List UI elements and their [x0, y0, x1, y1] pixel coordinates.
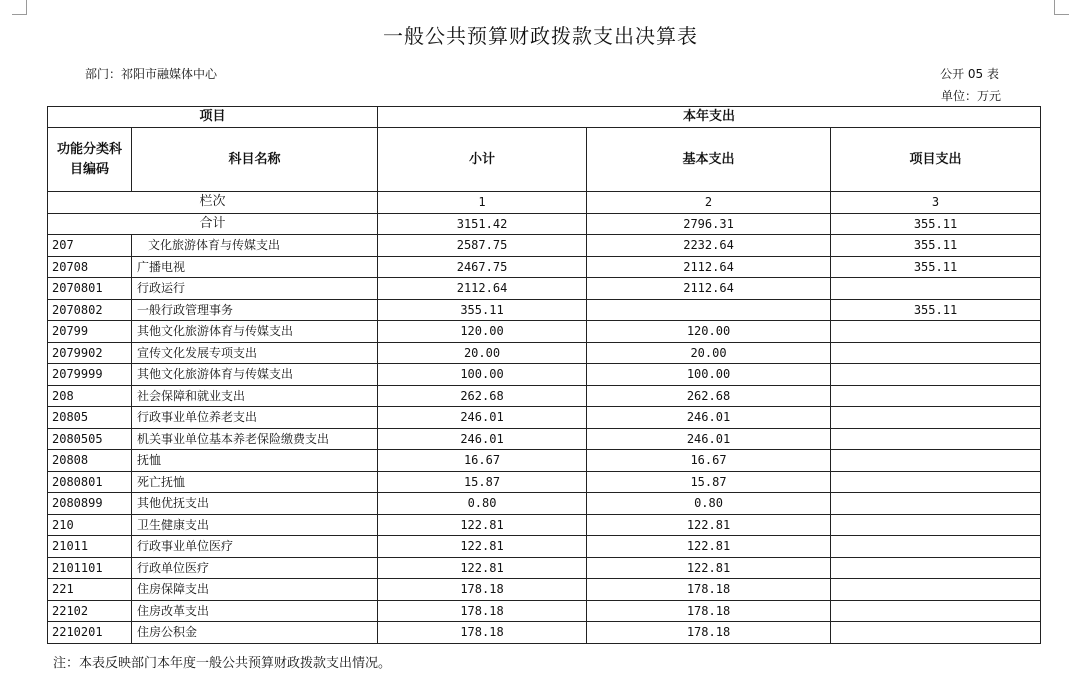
row-subtotal: 16.67	[378, 450, 587, 472]
table-row	[48, 514, 1041, 536]
row-program	[831, 278, 1041, 300]
row-program	[831, 364, 1041, 386]
column-index-row	[48, 192, 1041, 214]
row-basic: 178.18	[587, 622, 831, 644]
unit-label: 单位：万元	[940, 89, 1001, 103]
row-basic: 246.01	[587, 407, 831, 429]
table-row	[48, 622, 1041, 644]
table-row	[48, 299, 1041, 321]
table-row	[48, 342, 1041, 364]
table-row	[48, 471, 1041, 493]
table-row	[48, 235, 1041, 257]
table-row	[48, 579, 1041, 601]
row-subtotal: 178.18	[378, 579, 587, 601]
total-label: 合计	[48, 213, 378, 235]
table-row	[48, 600, 1041, 622]
row-code: 210	[48, 514, 132, 536]
column-index-1: 1	[378, 192, 587, 214]
row-name: 广播电视	[132, 256, 378, 278]
row-program	[831, 493, 1041, 515]
row-program	[831, 536, 1041, 558]
row-subtotal: 122.81	[378, 514, 587, 536]
table-row	[48, 278, 1041, 300]
row-subtotal: 15.87	[378, 471, 587, 493]
row-name: 住房公积金	[132, 622, 378, 644]
row-code: 22102	[48, 600, 132, 622]
column-index-label: 栏次	[48, 192, 378, 214]
row-basic: 178.18	[587, 600, 831, 622]
row-subtotal: 100.00	[378, 364, 587, 386]
total-row	[48, 213, 1041, 235]
row-subtotal: 20.00	[378, 342, 587, 364]
header-row-1	[48, 107, 1041, 128]
table-row	[48, 364, 1041, 386]
row-name: 住房保障支出	[132, 579, 378, 601]
header-code: 功能分类科目编码	[48, 128, 132, 192]
row-program: 355.11	[831, 235, 1041, 257]
row-code: 2210201	[48, 622, 132, 644]
row-basic	[587, 299, 831, 321]
table-row	[48, 557, 1041, 579]
row-program	[831, 407, 1041, 429]
row-code: 221	[48, 579, 132, 601]
table-row	[48, 493, 1041, 515]
row-name: 行政运行	[132, 278, 378, 300]
row-code: 2079902	[48, 342, 132, 364]
table-number: 公开 05 表	[940, 67, 999, 81]
row-program: 355.11	[831, 256, 1041, 278]
row-basic: 178.18	[587, 579, 831, 601]
row-name: 其他文化旅游体育与传媒支出	[132, 321, 378, 343]
row-subtotal: 2112.64	[378, 278, 587, 300]
row-subtotal: 122.81	[378, 557, 587, 579]
row-basic: 15.87	[587, 471, 831, 493]
row-subtotal: 178.18	[378, 622, 587, 644]
row-subtotal: 178.18	[378, 600, 587, 622]
page-title: 一般公共预算财政拨款支出决算表	[383, 24, 698, 48]
row-program: 355.11	[831, 299, 1041, 321]
row-basic: 20.00	[587, 342, 831, 364]
header-program: 项目支出	[831, 128, 1041, 192]
row-basic: 100.00	[587, 364, 831, 386]
row-program	[831, 385, 1041, 407]
row-subtotal: 0.80	[378, 493, 587, 515]
row-program	[831, 321, 1041, 343]
row-code: 2079999	[48, 364, 132, 386]
row-name: 一般行政管理事务	[132, 299, 378, 321]
row-name: 其他优抚支出	[132, 493, 378, 515]
row-name: 文化旅游体育与传媒支出	[132, 235, 378, 257]
row-name: 卫生健康支出	[132, 514, 378, 536]
row-basic: 2112.64	[587, 256, 831, 278]
row-program	[831, 622, 1041, 644]
row-name: 住房改革支出	[132, 600, 378, 622]
table-row	[48, 407, 1041, 429]
row-program	[831, 579, 1041, 601]
row-name: 死亡抚恤	[132, 471, 378, 493]
row-subtotal: 120.00	[378, 321, 587, 343]
row-program	[831, 514, 1041, 536]
row-basic: 2232.64	[587, 235, 831, 257]
table-row	[48, 321, 1041, 343]
row-name: 社会保障和就业支出	[132, 385, 378, 407]
row-code: 2070802	[48, 299, 132, 321]
column-index-3: 3	[831, 192, 1041, 214]
row-basic: 122.81	[587, 557, 831, 579]
total-basic: 2796.31	[587, 213, 831, 235]
row-name: 抚恤	[132, 450, 378, 472]
row-name: 行政单位医疗	[132, 557, 378, 579]
table-row	[48, 256, 1041, 278]
row-code: 208	[48, 385, 132, 407]
row-basic: 246.01	[587, 428, 831, 450]
header-name: 科目名称	[132, 128, 378, 192]
row-program	[831, 600, 1041, 622]
table-row	[48, 450, 1041, 472]
row-basic: 16.67	[587, 450, 831, 472]
row-basic: 0.80	[587, 493, 831, 515]
column-index-2: 2	[587, 192, 831, 214]
header-current-year: 本年支出	[378, 107, 1041, 128]
table-row	[48, 385, 1041, 407]
table-row	[48, 536, 1041, 558]
row-name: 其他文化旅游体育与传媒支出	[132, 364, 378, 386]
row-name: 机关事业单位基本养老保险缴费支出	[132, 428, 378, 450]
total-subtotal: 3151.42	[378, 213, 587, 235]
row-subtotal: 355.11	[378, 299, 587, 321]
row-code: 2070801	[48, 278, 132, 300]
row-code: 207	[48, 235, 132, 257]
expenditure-table	[47, 106, 1041, 644]
row-code: 20808	[48, 450, 132, 472]
row-code: 2101101	[48, 557, 132, 579]
row-program	[831, 557, 1041, 579]
header-row-2	[48, 128, 1041, 192]
row-code: 20708	[48, 256, 132, 278]
table-row	[48, 428, 1041, 450]
row-code: 20805	[48, 407, 132, 429]
page-corner-mark-left	[12, 0, 27, 15]
row-basic: 122.81	[587, 536, 831, 558]
row-subtotal: 262.68	[378, 385, 587, 407]
row-program	[831, 471, 1041, 493]
row-name: 宣传文化发展专项支出	[132, 342, 378, 364]
row-basic: 122.81	[587, 514, 831, 536]
row-subtotal: 2467.75	[378, 256, 587, 278]
row-code: 2080899	[48, 493, 132, 515]
row-name: 行政事业单位养老支出	[132, 407, 378, 429]
header-basic: 基本支出	[587, 128, 831, 192]
total-program: 355.11	[831, 213, 1041, 235]
row-code: 2080505	[48, 428, 132, 450]
row-program	[831, 450, 1041, 472]
department-label: 部门：祁阳市融媒体中心	[85, 67, 218, 81]
row-subtotal: 2587.75	[378, 235, 587, 257]
row-subtotal: 122.81	[378, 536, 587, 558]
row-code: 20799	[48, 321, 132, 343]
row-program	[831, 428, 1041, 450]
row-name: 行政事业单位医疗	[132, 536, 378, 558]
row-subtotal: 246.01	[378, 428, 587, 450]
footnote: 注：本表反映部门本年度一般公共预算财政拨款支出情况。	[53, 656, 392, 671]
row-basic: 2112.64	[587, 278, 831, 300]
row-code: 21011	[48, 536, 132, 558]
row-basic: 262.68	[587, 385, 831, 407]
row-subtotal: 246.01	[378, 407, 587, 429]
page-corner-mark-right	[1054, 0, 1069, 15]
header-project: 项目	[48, 107, 378, 128]
row-program	[831, 342, 1041, 364]
row-basic: 120.00	[587, 321, 831, 343]
header-subtotal: 小计	[378, 128, 587, 192]
row-code: 2080801	[48, 471, 132, 493]
